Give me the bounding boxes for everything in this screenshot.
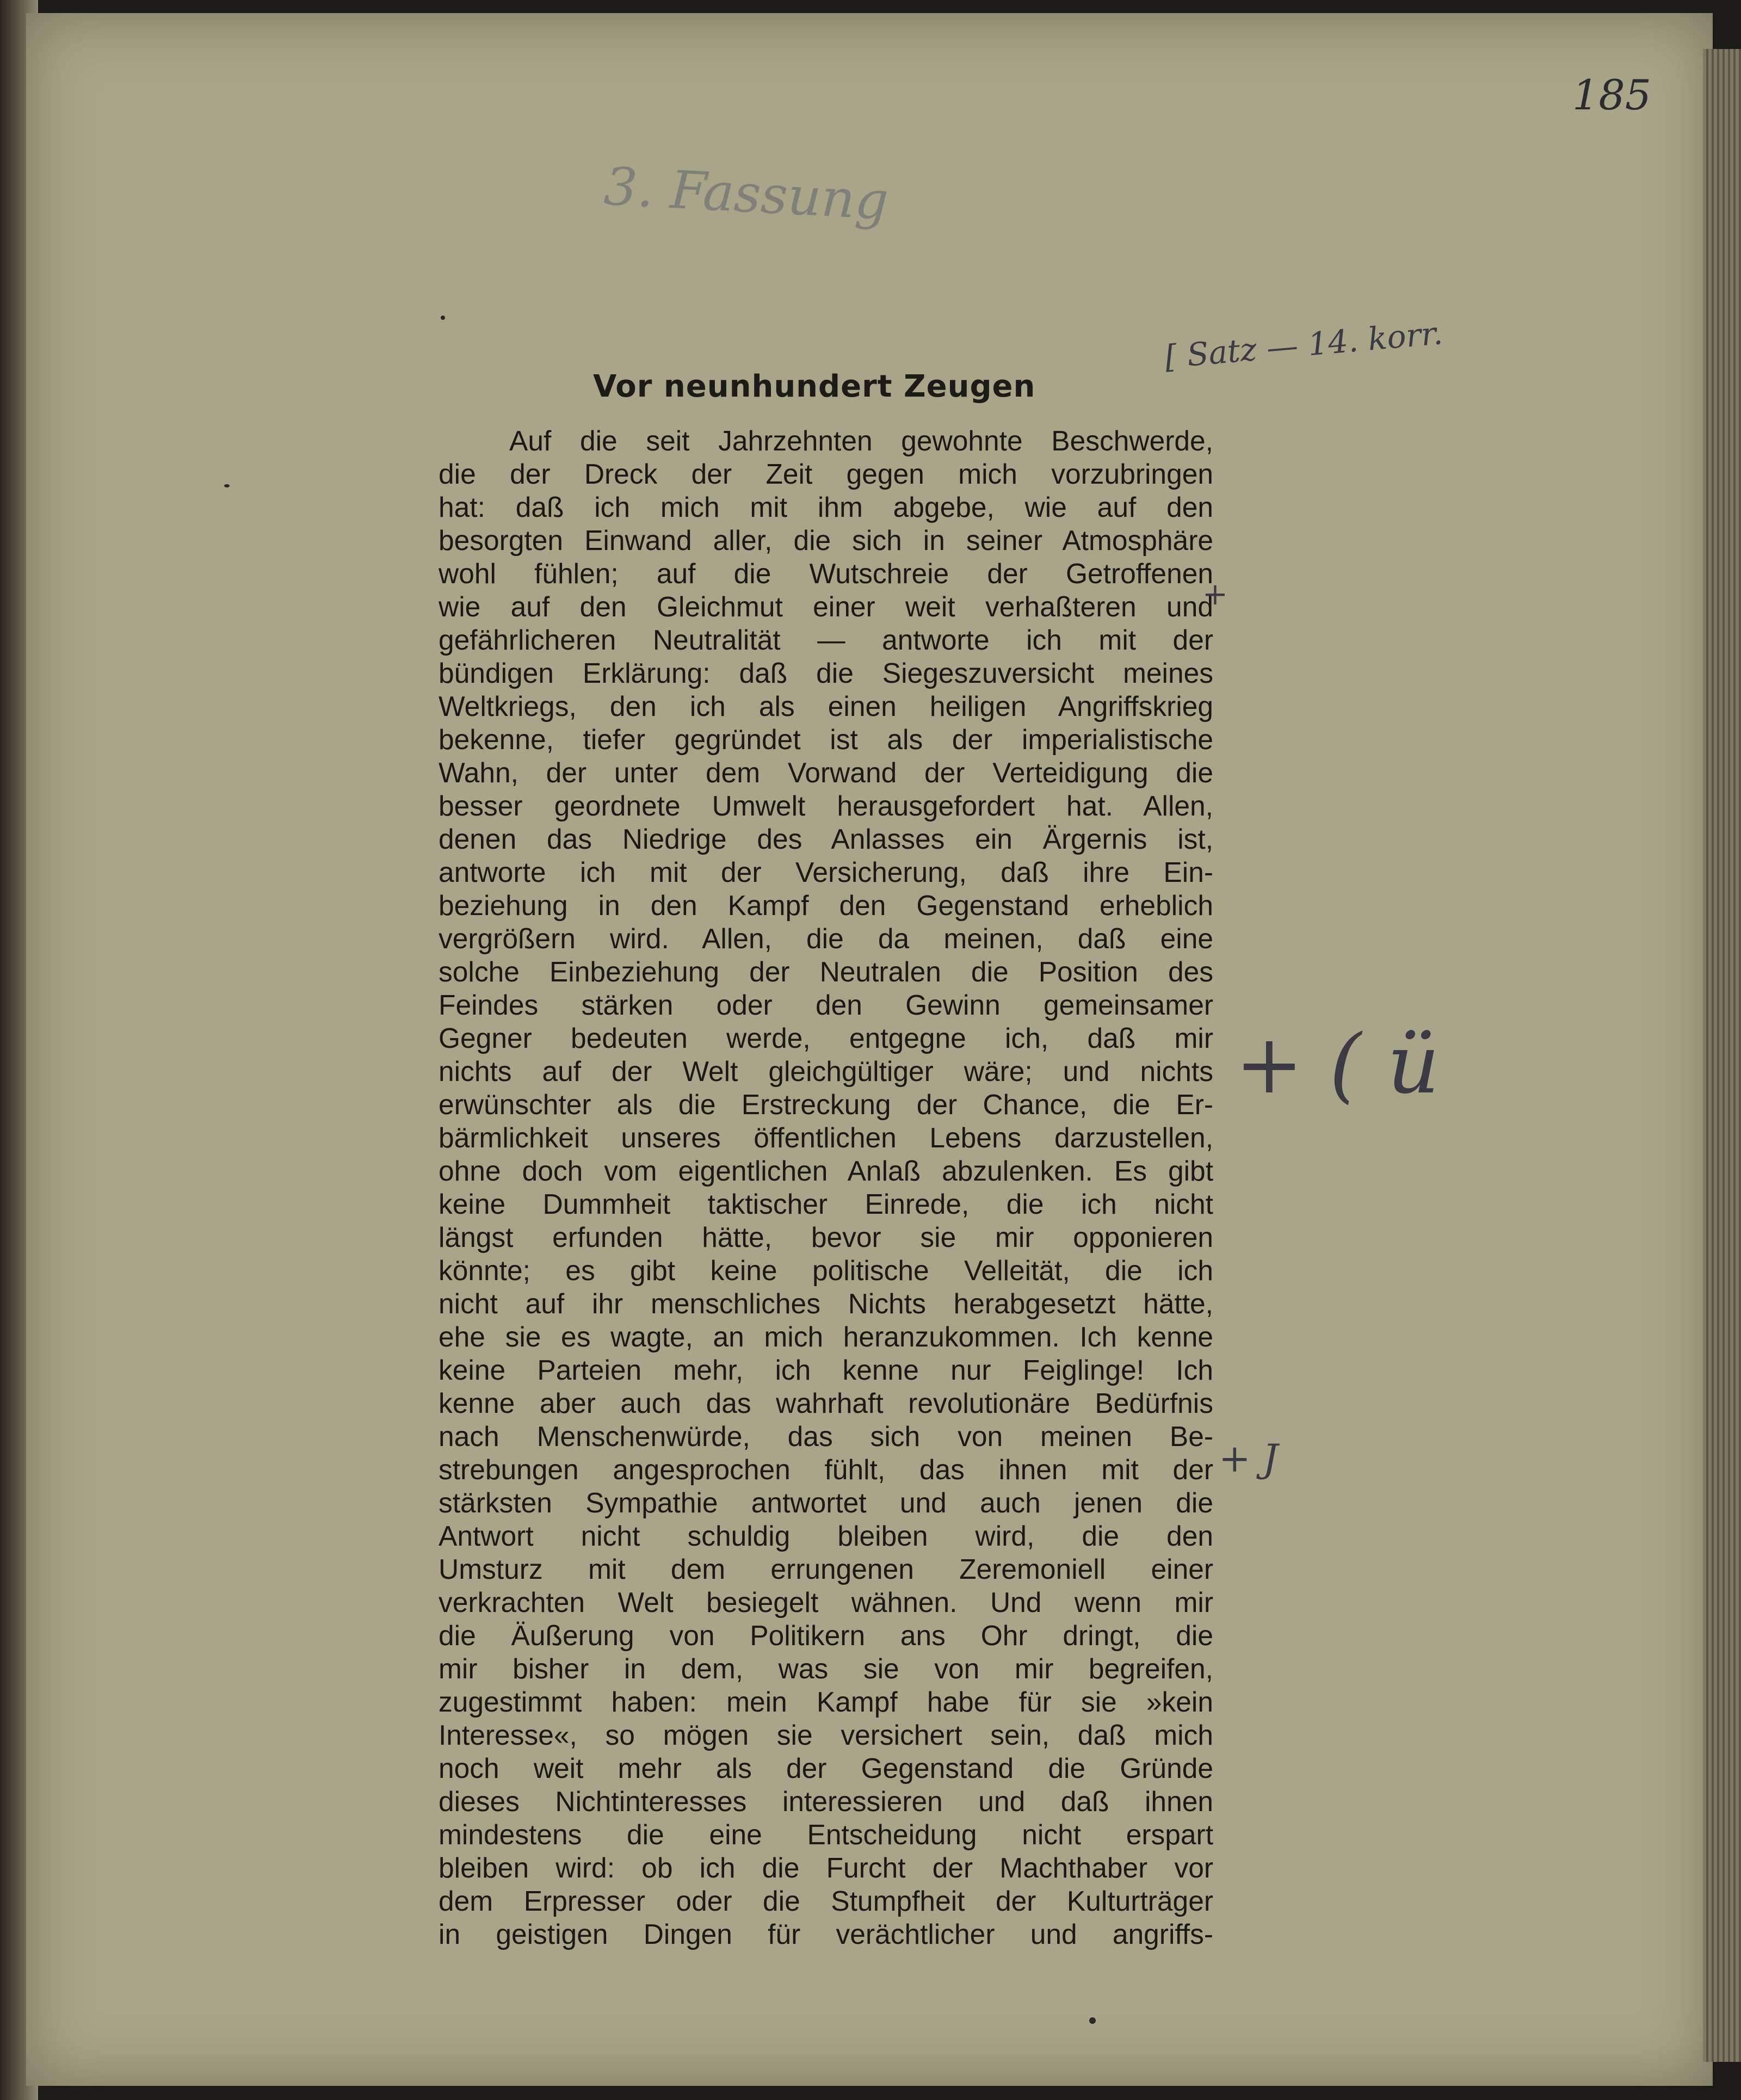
page-number: 185 — [1572, 71, 1652, 119]
text-line: die der Dreck der Zeit gegen mich vorzubringen — [439, 458, 1213, 490]
text-line: bleiben wird: ob ich die Furcht der Machthaber vor — [439, 1852, 1213, 1883]
text-line: ohne doch vom eigentlichen Anlaß abzulenken. Es gibt — [439, 1155, 1213, 1187]
text-line: nicht auf ihr menschliches Nichts herabgesetzt hätte, — [439, 1288, 1213, 1319]
text-line: dem Erpresser oder die Stumpfheit der Kulturträger — [439, 1885, 1213, 1917]
text-line: könnte; es gibt keine politische Velleität, die ich — [439, 1255, 1213, 1286]
text-line: ehe sie es wagte, an mich heranzukommen. Ich kenne — [439, 1321, 1213, 1352]
text-line: solche Einbeziehung der Neutralen die Position des — [439, 956, 1213, 987]
margin-mark: + J — [1219, 1436, 1278, 1481]
text-line: mindestens die eine Entscheidung nicht erspart — [439, 1819, 1213, 1850]
page-stack-edge — [1703, 49, 1741, 2062]
text-line: bärmlichkeit unseres öffentlichen Lebens darzustellen, — [439, 1122, 1213, 1153]
text-line: keine Parteien mehr, ich kenne nur Feiglinge! Ich — [439, 1354, 1213, 1386]
text-line: vergrößern wird. Allen, die da meinen, daß eine — [439, 923, 1213, 954]
text-line: hat: daß ich mich mit ihm abgebe, wie auf den — [439, 491, 1213, 523]
text-line: kenne aber auch das wahrhaft revolutionäre Bedürfnis — [439, 1387, 1213, 1419]
text-line: keine Dummheit taktischer Einrede, die ich nicht — [439, 1188, 1213, 1220]
text-line: längst erfunden hätte, bevor sie mir opponieren — [439, 1221, 1213, 1253]
text-line: verkrachten Welt besiegelt wähnen. Und wenn mir — [439, 1586, 1213, 1618]
margin-mark: + — [1202, 577, 1228, 612]
article-body — [439, 424, 1213, 1951]
text-line: zugestimmt haben: mein Kampf habe für sie »kein — [439, 1686, 1213, 1718]
text-line: beziehung in den Kampf den Gegenstand erheblich — [439, 890, 1213, 921]
ink-speck — [224, 484, 230, 487]
text-line: noch weit mehr als der Gegenstand die Gründe — [439, 1752, 1213, 1784]
text-line: wie auf den Gleichmut einer weit verhaßteren und — [439, 591, 1213, 622]
text-line: erwünschter als die Erstreckung der Chance, die Er- — [439, 1089, 1213, 1120]
text-line: denen das Niedrige des Anlasses ein Ärgernis ist, — [439, 823, 1213, 855]
text-line: antworte ich mit der Versicherung, daß ihre Ein- — [439, 856, 1213, 888]
text-line: Interesse«, so mögen sie versichert sein, daß mich — [439, 1719, 1213, 1751]
text-line: strebungen angesprochen fühlt, das ihnen mit der — [439, 1454, 1213, 1485]
text-line: nichts auf der Welt gleichgültiger wäre; und nichts — [439, 1055, 1213, 1087]
text-line: wohl fühlen; auf die Wutschreie der Getroffenen — [439, 558, 1213, 589]
margin-mark: + ( ü — [1235, 1017, 1440, 1112]
text-line: dieses Nichtinteresses interessieren und daß ihnen — [439, 1786, 1213, 1817]
ink-speck — [1089, 2017, 1096, 2024]
text-line: die Äußerung von Politikern ans Ohr dringt, die — [439, 1620, 1213, 1651]
handwritten-header-note: [ Satz — 14. korr. — [1163, 314, 1444, 376]
article-title: Vor neunhundert Zeugen — [593, 368, 1036, 404]
text-line: Weltkriegs, den ich als einen heiligen Angriffskrieg — [439, 690, 1213, 722]
text-line: Antwort nicht schuldig bleiben wird, die den — [439, 1520, 1213, 1552]
text-line: stärksten Sympathie antwortet und auch jenen die — [439, 1487, 1213, 1518]
text-line: besorgten Einwand aller, die sich in seiner Atmosphäre — [439, 524, 1213, 556]
text-line: Feindes stärken oder den Gewinn gemeinsamer — [439, 989, 1213, 1021]
ink-speck — [441, 316, 445, 320]
draft-version-note: 3. Fassung — [602, 156, 890, 232]
text-line: Umsturz mit dem errungenen Zeremoniell einer — [439, 1553, 1213, 1585]
text-line: Wahn, der unter dem Vorwand der Verteidigung die — [439, 757, 1213, 788]
text-line: nach Menschenwürde, das sich von meinen Be- — [439, 1420, 1213, 1452]
text-line: gefährlicheren Neutralität — antworte ich mit der — [439, 624, 1213, 656]
text-line: bündigen Erklärung: daß die Siegeszuversicht meines — [439, 657, 1213, 689]
text-line: Gegner bedeuten werde, entgegne ich, daß mir — [439, 1022, 1213, 1054]
text-line: besser geordnete Umwelt herausgefordert hat. Allen, — [439, 790, 1213, 822]
text-line: in geistigen Dingen für verächtlicher und angriffs- — [439, 1918, 1213, 1950]
text-line: bekenne, tiefer gegründet ist als der imperialistische — [439, 724, 1213, 755]
text-line: mir bisher in dem, was sie von mir begreifen, — [439, 1653, 1213, 1684]
text-line: Auf die seit Jahrzehnten gewohnte Beschwerde, — [509, 425, 1213, 456]
